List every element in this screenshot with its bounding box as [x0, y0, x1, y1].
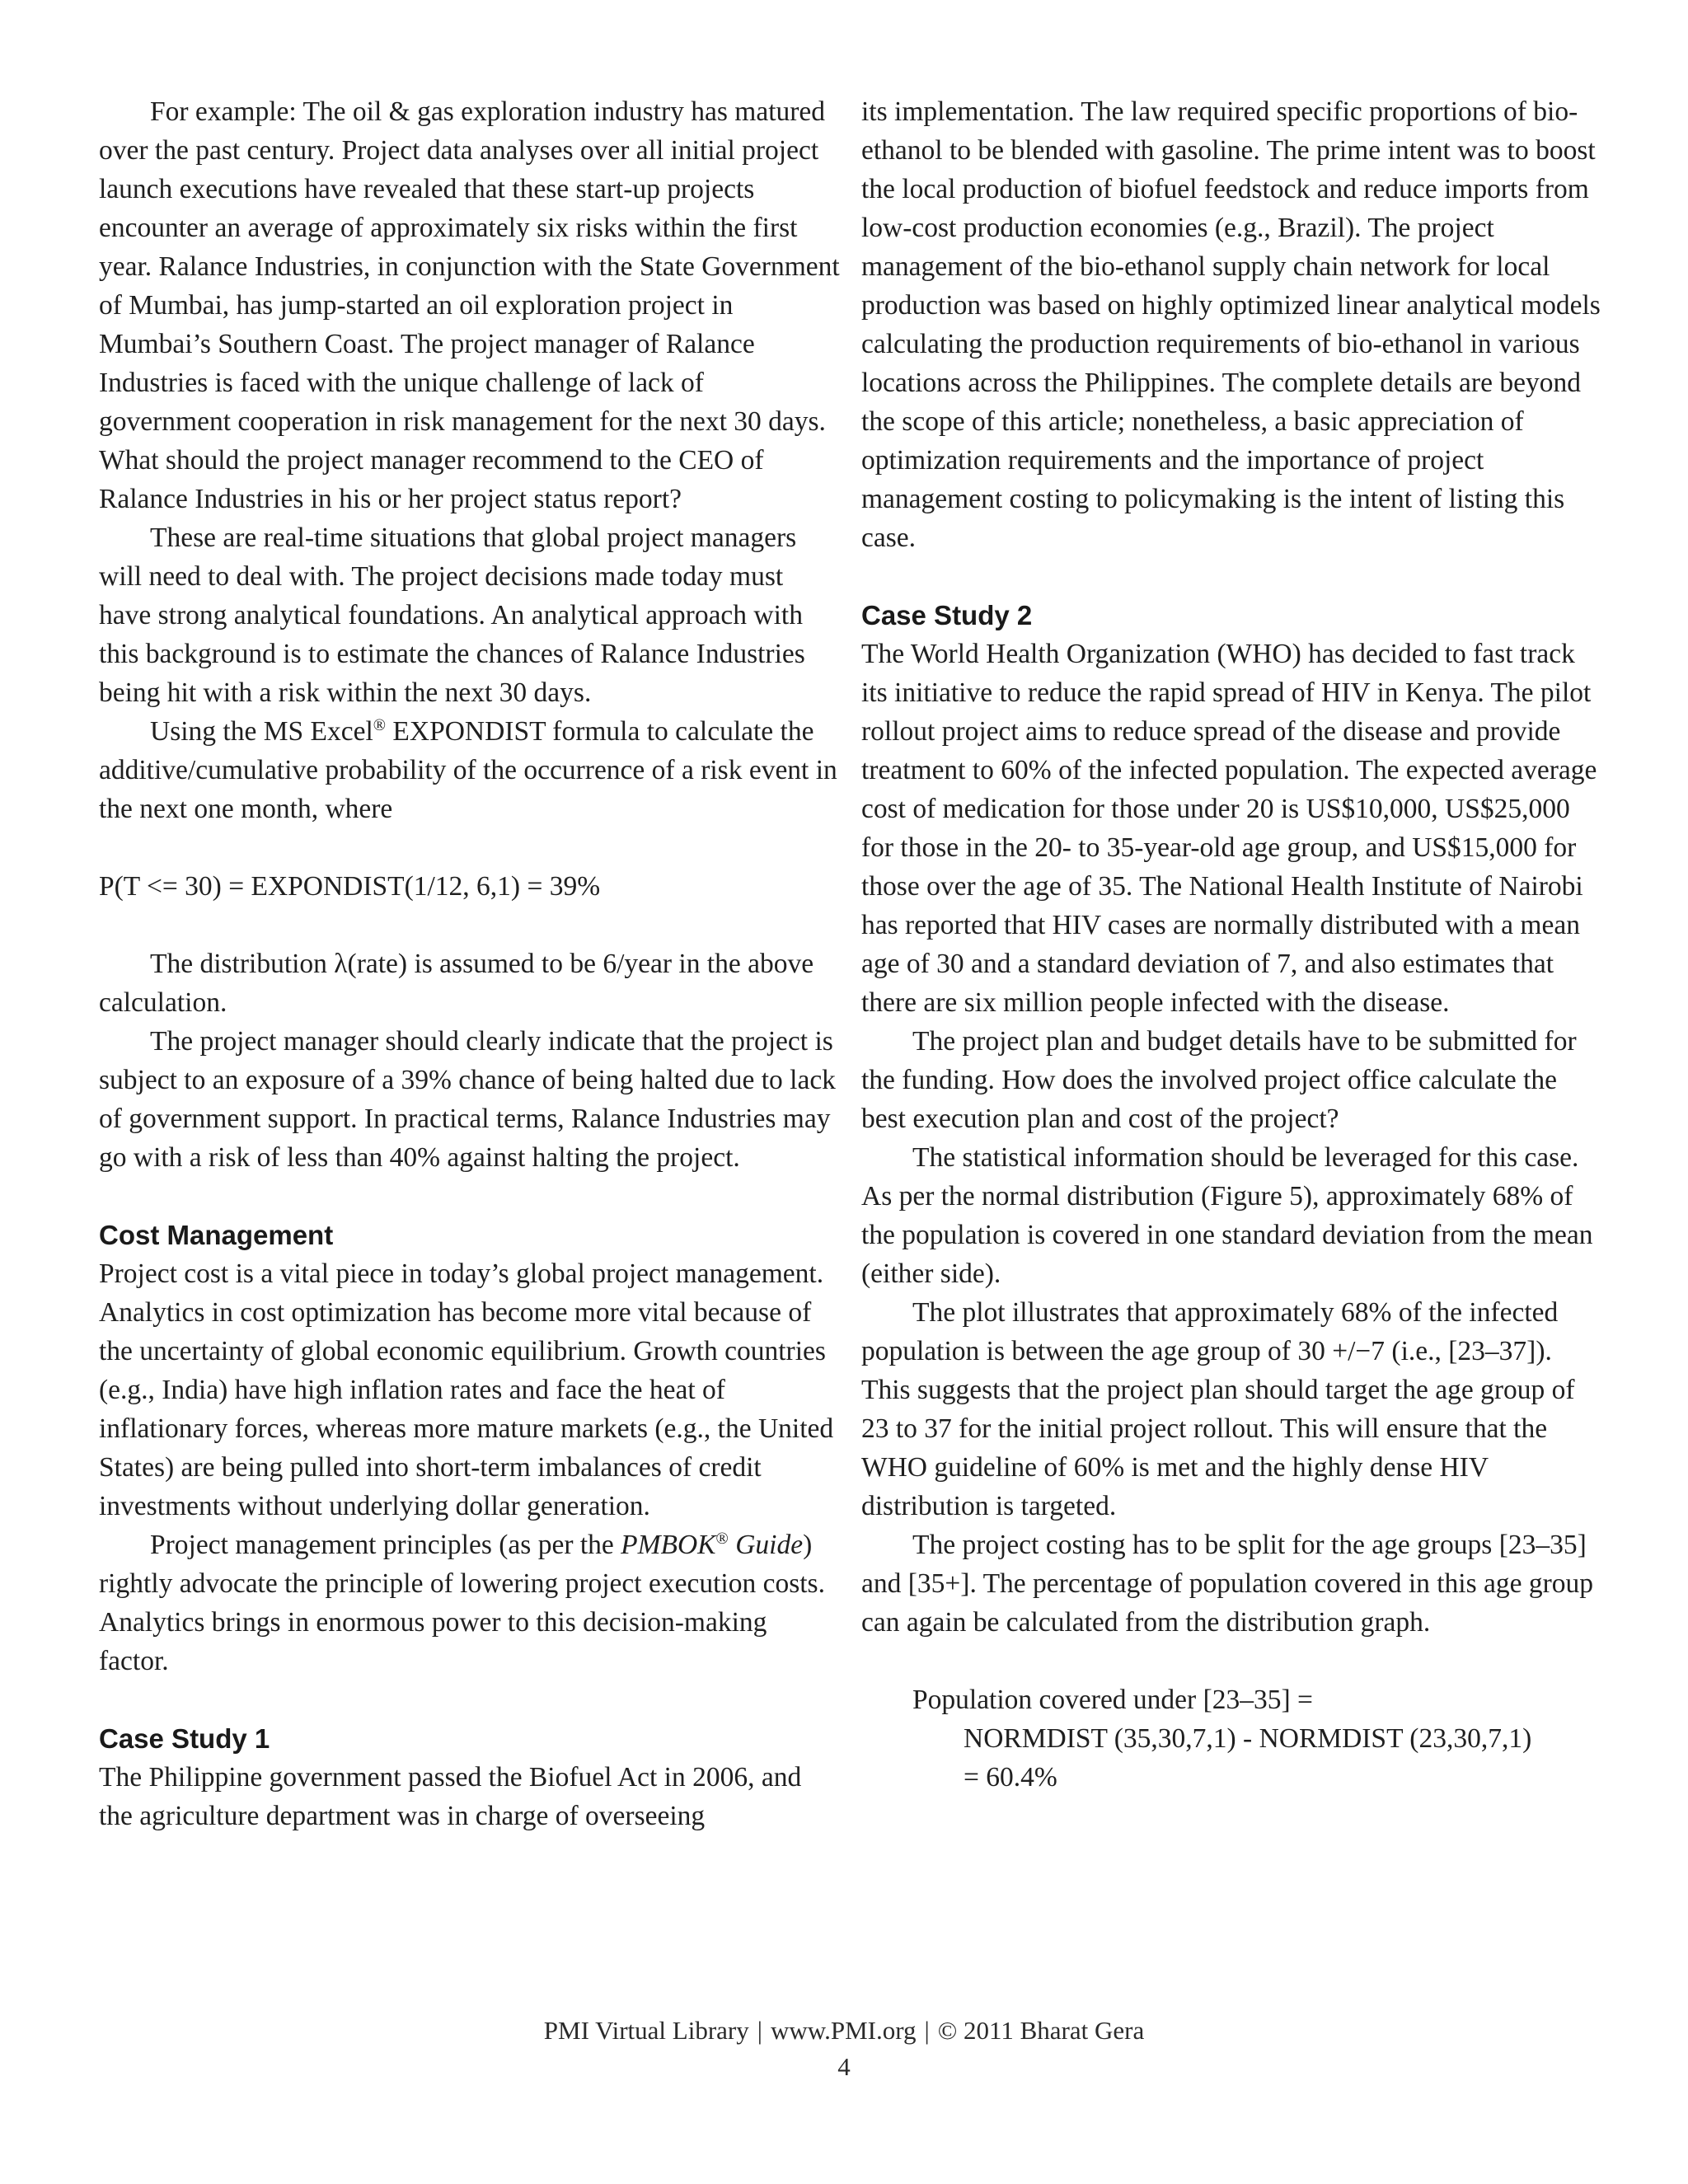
paragraph: The project manager should clearly indicate that the project is subject to an exposure of a 39% chance of being halted due to lack of government support. In practical terms, Ralance Industries may go with a risk of less than 40% against halting the project.: [99, 1026, 836, 1173]
book-title: PMBOK: [621, 1530, 716, 1560]
footer-library: PMI Virtual Library: [543, 2016, 749, 2045]
footer-copyright: © 2011 Bharat Gera: [937, 2016, 1145, 2045]
paragraph: The plot illustrates that approximately 68% of the infected population is between the age group of 30 +/−7 (i.e., [23–37]). This suggests that the project plan should target the age group of 23 to 37 for the initial project rollout. This will ensure that the WHO guideline of 60% is met and the highly dense HIV distribution is targeted.: [861, 1297, 1575, 1521]
page-footer: [0, 2013, 1688, 2085]
paragraph: The statistical information should be leveraged for this case. As per the normal distribution (Figure 5), approximately 68% of the population is covered in one standard deviation from the mean (either side).: [861, 1142, 1593, 1289]
left-column: [99, 92, 841, 1835]
paragraph: The World Health Organization (WHO) has decided to fast track its initiative to reduce the rapid spread of HIV in Kenya. The pilot rollout project aims to reduce spread of the disease and provide treatment to 60% of the infected population. The expected average cost of medication for those under 20 is US$10,000, US$25,000 for those in the 20- to 35-year-old age group, and US$15,000 for those over the age of 35. The National Health Institute of Nairobi has reported that HIV cases are normally distributed with a mean age of 30 and a standard deviation of 7, and also estimates that there are six million people infected with the disease.: [861, 639, 1597, 1018]
registered-mark: ®: [715, 1529, 729, 1548]
text-run: Project management principles (as per the: [150, 1530, 621, 1560]
paragraph: its implementation. The law required specific proportions of bio-ethanol to be blended with gasoline. The prime intent was to boost the local production of biofuel feedstock and reduce imports from low-cost production economies (e.g., Brazil). The project management of the bio-ethanol supply chain network for local production was based on highly optimized linear analytical models calculating the production requirements of bio-ethanol in various locations across the Philippines. The complete details are beyond the scope of this article; nonetheless, a basic appreciation of optimization requirements and the importance of project management costing to policymaking is the intent of listing this case.: [861, 96, 1601, 553]
text-run: EXPONDIST formula to calculate the additive/cumulative probability of the occurrence of a risk event in the next one month, where: [99, 716, 837, 824]
section-heading-cost-management: Cost Management: [99, 1220, 334, 1250]
section-heading-case-study-1: Case Study 1: [99, 1723, 270, 1754]
paragraph: These are real-time situations that global project managers will need to deal with. The project decisions made today must have strong analytical foundations. An analytical approach with this background is to estimate the chances of Ralance Industries being hit with a risk within the next 30 days.: [99, 523, 805, 708]
section-heading-case-study-2: Case Study 2: [861, 600, 1033, 630]
paragraph: [99, 712, 841, 828]
formula-normdist-result: = 60.4%: [964, 1762, 1057, 1793]
book-title: Guide: [728, 1530, 804, 1560]
paragraph: The project plan and budget details have to be submitted for the funding. How does the involved project office calculate the best execution plan and cost of the project?: [861, 1026, 1577, 1134]
footer-separator: |: [924, 2016, 930, 2045]
right-column: [861, 92, 1603, 1797]
formula-normdist-expression: NORMDIST (35,30,7,1) - NORMDIST (23,30,7,1): [964, 1723, 1532, 1754]
text-run: Using the MS Excel: [150, 716, 373, 747]
footer-website-link[interactable]: www.PMI.org: [770, 2016, 917, 2045]
paragraph: For example: The oil & gas exploration industry has matured over the past century. Project data analyses over all initial project launch executions have revealed that these start-up projects encounter an average of approximately six risks within the first year. Ralance Industries, in conjunction with the State Government of Mumbai, has jump-started an oil exploration project in Mumbai’s Southern Coast. The project manager of Ralance Industries is faced with the unique challenge of lack of government cooperation in risk management for the next 30 days. What should the project manager recommend to the CEO of Ralance Industries in his or her project status report?: [99, 96, 840, 514]
formula-normdist-label: Population covered under [23–35] =: [912, 1685, 1313, 1715]
paragraph: The Philippine government passed the Biofuel Act in 2006, and the agriculture department was in charge of overseeing: [99, 1762, 802, 1831]
text-run: ) rightly advocate the principle of lowering project execution costs. Analytics brings in enormous power to this decision-making factor.: [99, 1530, 825, 1676]
formula-expondist: P(T <= 30) = EXPONDIST(1/12, 6,1) = 39%: [99, 871, 601, 902]
paragraph: The distribution λ(rate) is assumed to be 6/year in the above calculation.: [99, 949, 814, 1018]
paragraph: The project costing has to be split for the age groups [23–35] and [35+]. The percentage of population covered in this age group can again be calculated from the distribution graph.: [861, 1530, 1594, 1638]
paragraph: [99, 1526, 841, 1680]
paragraph: Project cost is a vital piece in today’s global project management. Analytics in cost optimization has become more vital because of the uncertainty of global economic equilibrium. Growth countries (e.g., India) have high inflation rates and face the heat of inflationary forces, whereas more mature markets (e.g., the United States) are being pulled into short-term imbalances of credit investments without underlying dollar generation.: [99, 1258, 834, 1521]
page-number: 4: [837, 2052, 851, 2081]
registered-mark: ®: [373, 715, 387, 734]
footer-separator: |: [757, 2016, 762, 2045]
footer-line: [0, 2013, 1688, 2049]
